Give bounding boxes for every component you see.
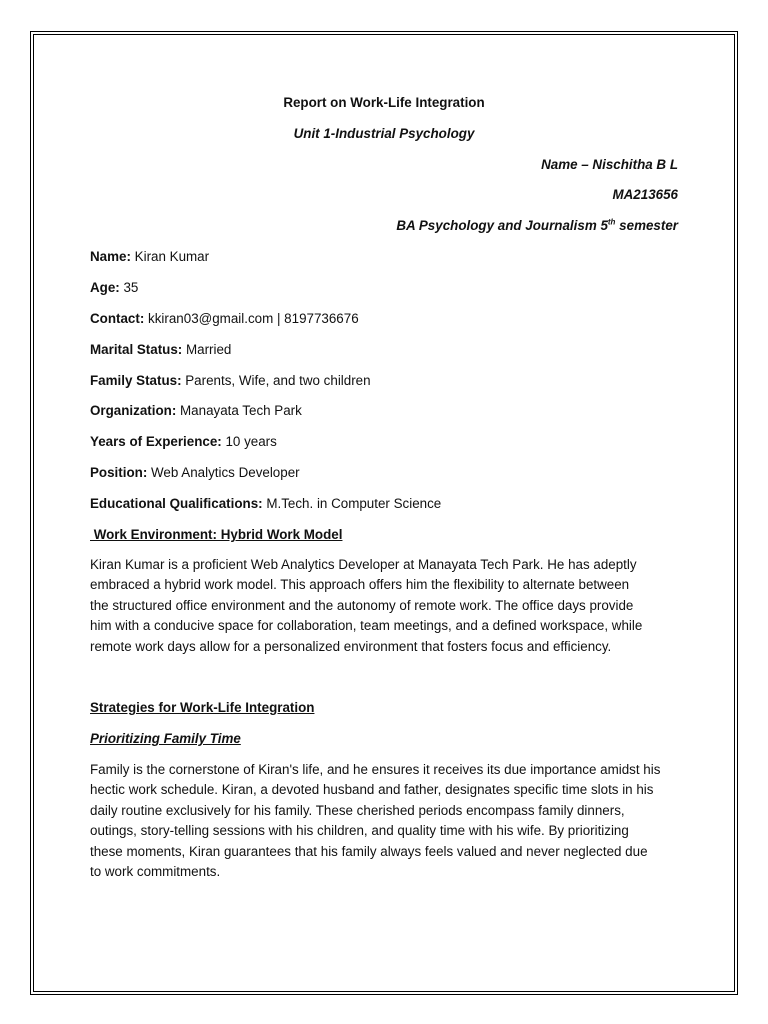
profile-value: 10 years [221,434,277,449]
profile-organization [90,401,678,422]
profile-label: Educational Qualifications: [90,496,263,511]
profile-education [90,494,678,515]
profile-value: Parents, Wife, and two children [181,373,371,388]
report-title: Report on Work-Life Integration [283,95,485,110]
report-unit: Unit 1-Industrial Psychology [293,126,475,141]
strategies-line: Family is the cornerstone of Kiran's life, and he ensures it receives its due importance amidst his [90,762,661,777]
profile-age [90,278,678,299]
profile-label: Age: [90,280,120,295]
course-prefix: BA Psychology and Journalism 5 [396,218,608,233]
profile-value: M.Tech. in Computer Science [262,496,442,511]
strategies-line: outings, story-telling sessions with his children, and quality time with his wife. By prioritizing [90,823,629,838]
profile-name [90,247,678,268]
profile-value: kkiran03@gmail.com | 8197736676 [144,311,359,326]
profile-position [90,463,678,484]
work-environment-line: Kiran Kumar is a proficient Web Analytics Developer at Manayata Tech Park. He has adeptly [90,557,637,572]
strategies-subheading: Prioritizing Family Time [90,731,241,746]
strategies-line: these moments, Kiran guarantees that his family always feels valued and never neglected due [90,844,648,859]
profile-value: Kiran Kumar [130,249,210,264]
profile-contact [90,309,678,330]
author-name: Name – Nischitha B L [541,157,678,172]
profile-value: 35 [119,280,139,295]
work-environment-line: him with a conducive space for collaboration, team meetings, and a defined workspace, while [90,618,643,633]
profile-label: Position: [90,465,148,480]
work-environment-heading: Work Environment: Hybrid Work Model [90,527,343,542]
work-environment-line: remote work days allow for a personalized environment that fosters focus and efficiency. [90,639,612,654]
profile-family-status [90,371,678,392]
strategies-line: hectic work schedule. Kiran, a devoted husband and father, designates specific time slots in his [90,782,654,797]
profile-label: Years of Experience: [90,434,222,449]
profile-value: Married [182,342,232,357]
strategies-heading: Strategies for Work-Life Integration [90,700,315,715]
profile-value: Web Analytics Developer [147,465,300,480]
profile-value: Manayata Tech Park [176,403,302,418]
profile-label: Marital Status: [90,342,183,357]
work-environment-line: the structured office environment and the autonomy of remote work. The office days provide [90,598,634,613]
profile-label: Name: [90,249,131,264]
profile-experience [90,432,678,453]
profile-label: Organization: [90,403,177,418]
strategies-line: daily routine exclusively for his family. These cherished periods encompass family dinners, [90,803,625,818]
course-suffix: semester [615,218,678,233]
author-course [90,216,678,237]
strategies-line: to work commitments. [90,864,221,879]
profile-marital-status [90,340,678,361]
profile-label: Contact: [90,311,145,326]
course-sup: th [607,217,616,227]
author-reg-no: MA213656 [612,187,678,202]
profile-label: Family Status: [90,373,182,388]
work-environment-line: embraced a hybrid work model. This approach offers him the flexibility to alternate between [90,577,630,592]
